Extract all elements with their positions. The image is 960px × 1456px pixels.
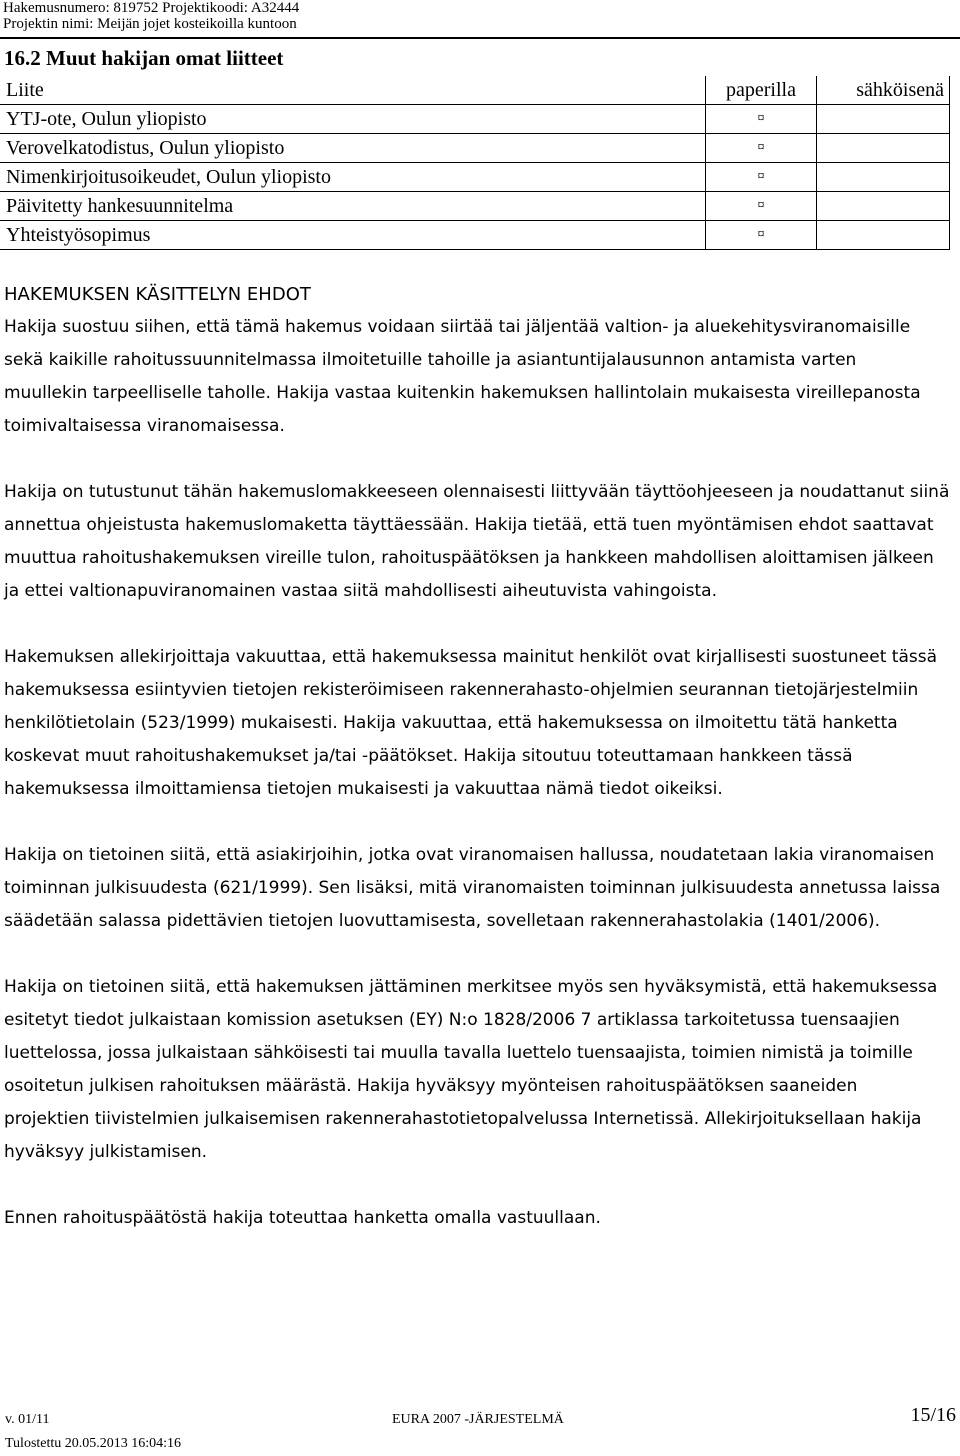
- project-name: Projektin nimi: Meijän jojet kosteikoilla kuntoon: [3, 16, 297, 32]
- electronic-mark: [817, 134, 950, 163]
- application-number: Hakemusnumero: 819752 Projektikoodi: A32444: [3, 0, 300, 16]
- column-header-attachment: Liite: [0, 76, 705, 105]
- column-header-paper: paperilla: [705, 76, 817, 105]
- page-number: 15/16: [910, 1404, 956, 1426]
- terms-paragraph: Hakija on tietoinen siitä, että asiakirjoihin, jotka ovat viranomaisen hallussa, noudatetaan lakia viranomaisen toiminnan julkisuudesta (621/1999). Sen lisäksi, mitä viranomaisten toiminnan julkisuudesta annetussa laissa säädetään salassa pidettävien tietojen luovuttamisesta, sovelletaan rakennerahastolakia (1401/2006).: [4, 845, 941, 931]
- paper-mark: ¤: [705, 105, 817, 134]
- terms-paragraph: Hakija on tutustunut tähän hakemuslomakkeeseen olennaisesti liittyvään täyttöohjeeseen ja noudattanut siinä annettua ohjeistusta hakemuslomaketta täyttäessään. Hakija tietää, että tuen myöntämisen ehdot saattavat muuttua rahoitushakemuksen vireille tulon, rahoituspäätöksen ja hankkeen mahdollisen aloittamisen jälkeen ja ettei valtionapuviranomainen vastaa siitä mahdollisesti aiheutuvista vahingoista.: [4, 482, 950, 601]
- table-row: [0, 163, 950, 192]
- system-name: EURA 2007 -JÄRJESTELMÄ: [392, 1412, 564, 1427]
- document-header: [3, 0, 299, 32]
- electronic-mark: [817, 105, 950, 134]
- terms-paragraph: Hakija on tietoinen siitä, että hakemuksen jättäminen merkitsee myös sen hyväksymistä, että hakemuksessa esitetyt tiedot julkaistaan komission asetuksen (EY) N:o 1828/2006 7 artiklassa tarkoitetussa tuensaajien luettelossa, jossa julkaistaan sähköisesti tai muulla tavalla luettelo tuensaajista, toimien nimistä ja toimille osoitetun julkisen rahoituksen määrästä. Hakija hyväksyy myönteisen rahoituspäätöksen saaneiden projektien tiivistelmien julkaisemisen rakennerahastotietopalvelussa Internetissä. Allekirjoituksellaan hakija hyväksyy julkistamisen.: [4, 977, 938, 1162]
- electronic-mark: [817, 163, 950, 192]
- form-version: v. 01/11: [5, 1412, 50, 1427]
- attachment-name: YTJ-ote, Oulun yliopisto: [0, 105, 705, 134]
- terms-paragraph: Hakija suostuu siihen, että tämä hakemus voidaan siirtää tai jäljentää valtion- ja aluekehitysviranomaisille sekä kaikille rahoitussuunnitelmassa ilmoitetuille tahoille ja asiantuntijalausunnon antamista varten muullekin tarpeelliselle taholle. Hakija vastaa kuitenkin hakemuksen hallintolain mukaisesta vireillepanosta toimivaltaisessa viranomaisessa.: [4, 317, 921, 436]
- attachments-table: [0, 76, 950, 250]
- section-divider: [0, 37, 960, 39]
- table-row: [0, 221, 950, 250]
- section-title: 16.2 Muut hakijan omat liitteet: [4, 46, 284, 70]
- electronic-mark: [817, 192, 950, 221]
- paper-mark: ¤: [705, 192, 817, 221]
- attachment-name: Verovelkatodistus, Oulun yliopisto: [0, 134, 705, 163]
- table-row: [0, 192, 950, 221]
- table-row: [0, 134, 950, 163]
- electronic-mark: [817, 221, 950, 250]
- table-row: [0, 105, 950, 134]
- print-timestamp: Tulostettu 20.05.2013 16:04:16: [5, 1436, 182, 1451]
- terms-heading: HAKEMUKSEN KÄSITTELYN EHDOT: [4, 284, 311, 305]
- attachment-name: Yhteistyösopimus: [0, 221, 705, 250]
- attachment-name: Nimenkirjoitusoikeudet, Oulun yliopisto: [0, 163, 705, 192]
- paper-mark: ¤: [705, 163, 817, 192]
- terms-paragraph: Ennen rahoituspäätöstä hakija toteuttaa hanketta omalla vastuullaan.: [4, 1208, 601, 1228]
- attachments-header-row: [0, 76, 950, 105]
- terms-section: [4, 278, 959, 1268]
- attachment-name: Päivitetty hankesuunnitelma: [0, 192, 705, 221]
- column-header-electronic: sähköisenä: [817, 76, 950, 105]
- paper-mark: ¤: [705, 134, 817, 163]
- paper-mark: ¤: [705, 221, 817, 250]
- terms-paragraph: Hakemuksen allekirjoittaja vakuuttaa, että hakemuksessa mainitut henkilöt ovat kirjallisesti suostuneet tässä hakemuksessa esiintyvien tietojen rekisteröimiseen rakennerahasto-ohjelmien seurannan tietojärjestelmiin henkilötietolain (523/1999) mukaisesti. Hakija vakuuttaa, että hakemuksessa on ilmoitettu tätä hanketta koskevat muut rahoitushakemukset ja/tai -päätökset. Hakija sitoutuu toteuttamaan hankkeen tässä hakemuksessa ilmoittamiensa tietojen mukaisesti ja vakuuttaa nämä tiedot oikeiksi.: [4, 647, 938, 799]
